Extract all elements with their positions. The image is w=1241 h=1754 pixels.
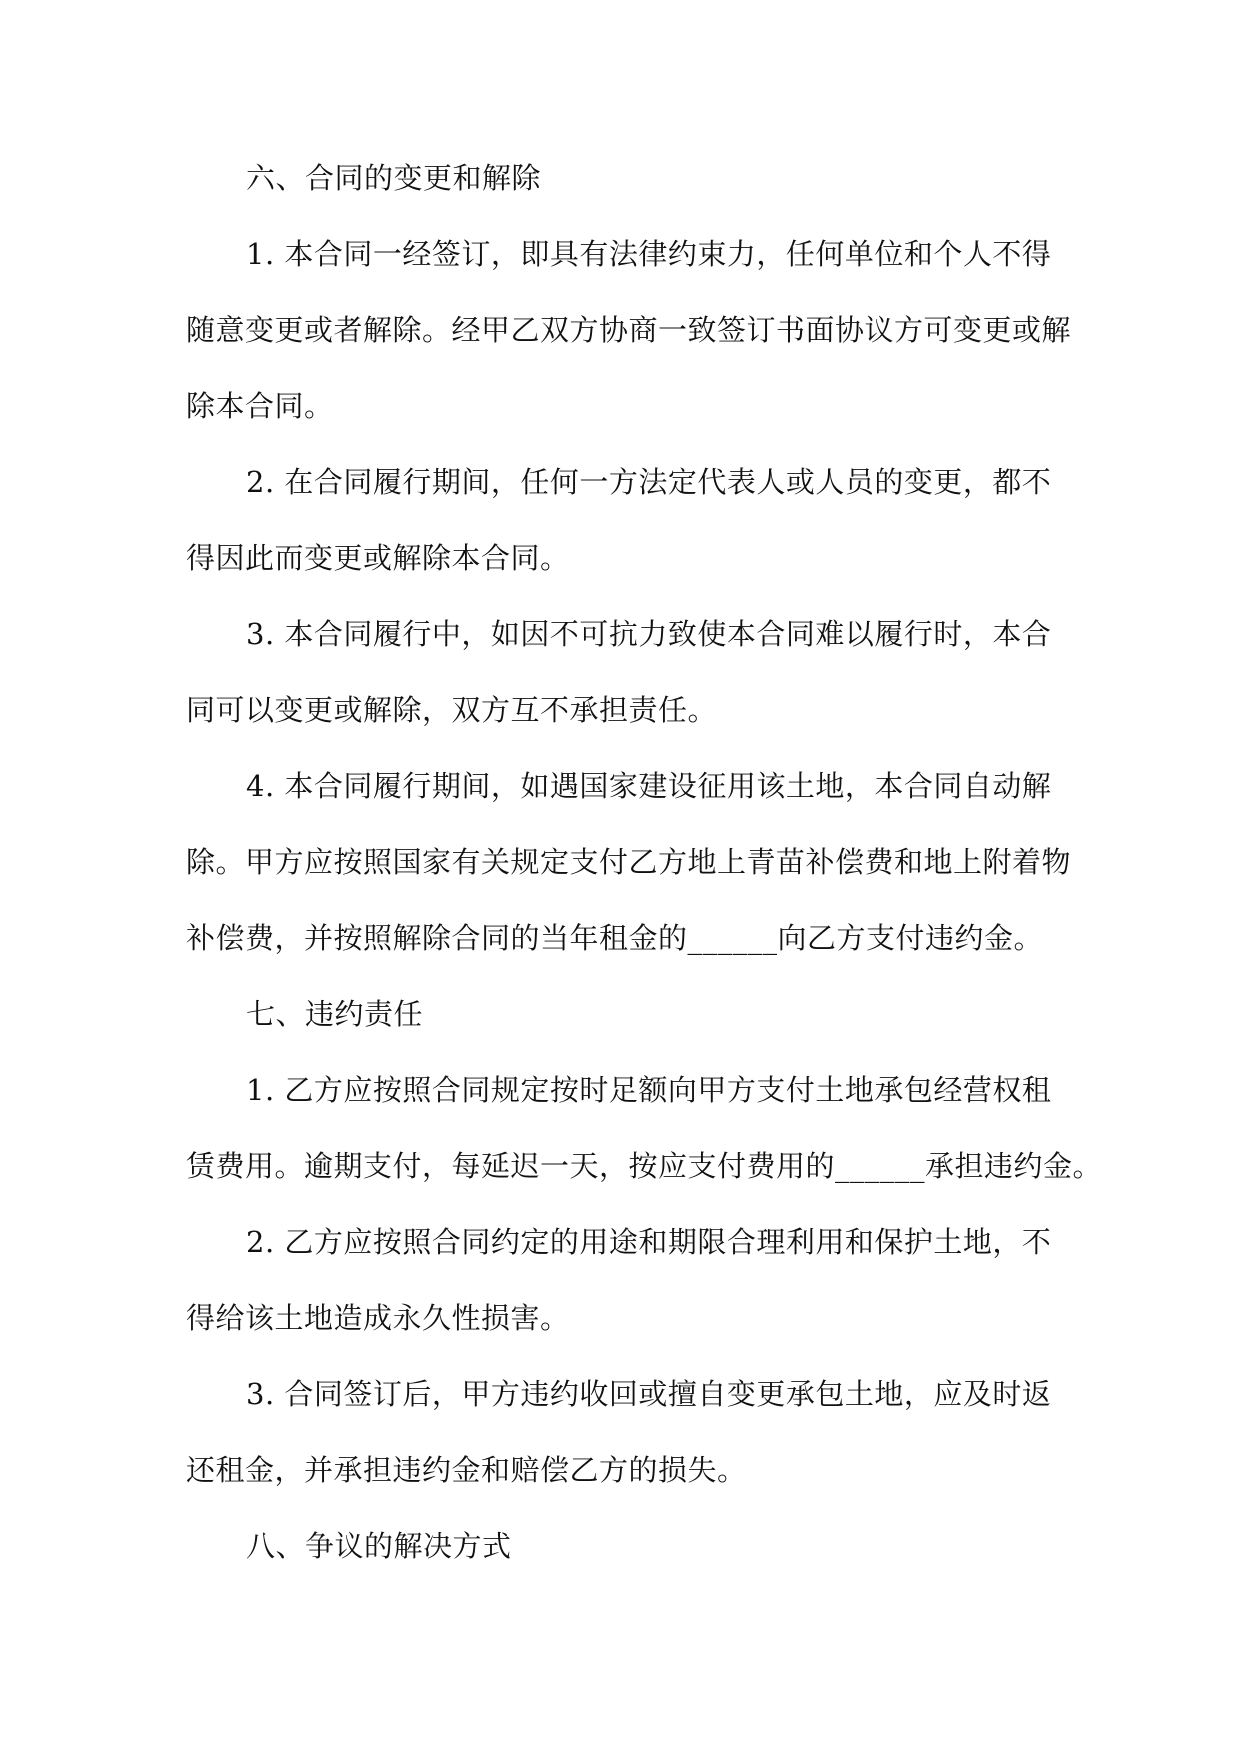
paragraph-line: 1. 乙方应按照合同规定按时足额向甲方支付土地承包经营权租 (246, 1073, 1052, 1107)
paragraph-line: 2. 乙方应按照合同约定的用途和期限合理利用和保护土地，不 (246, 1225, 1052, 1259)
paragraph-line: 同可以变更或解除，双方互不承担责任。 (186, 693, 718, 727)
paragraph-line: 随意变更或者解除。经甲乙双方协商一致签订书面协议方可变更或解 (186, 313, 1072, 347)
section-heading-7: 七、违约责任 (246, 997, 424, 1031)
paragraph-line: 3. 本合同履行中，如因不可抗力致使本合同难以履行时，本合 (246, 617, 1052, 651)
paragraph-line: 得因此而变更或解除本合同。 (186, 541, 570, 575)
paragraph-line: 除本合同。 (186, 389, 334, 423)
paragraph-line: 3. 合同签订后，甲方违约收回或擅自变更承包土地，应及时返 (246, 1377, 1052, 1411)
document-body (186, 140, 1103, 1584)
paragraph-line: 得给该土地造成永久性损害。 (186, 1301, 570, 1335)
paragraph-line: 赁费用。逾期支付，每延迟一天，按应支付费用的______承担违约金。 (186, 1149, 1103, 1183)
paragraph-line: 4. 本合同履行期间，如遇国家建设征用该土地，本合同自动解 (246, 769, 1052, 803)
paragraph-line: 除。甲方应按照国家有关规定支付乙方地上青苗补偿费和地上附着物 (186, 845, 1072, 879)
paragraph-line: 2. 在合同履行期间，任何一方法定代表人或人员的变更，都不 (246, 465, 1052, 499)
paragraph-line: 补偿费，并按照解除合同的当年租金的______向乙方支付违约金。 (186, 921, 1044, 955)
paragraph-line: 还租金，并承担违约金和赔偿乙方的损失。 (186, 1453, 747, 1487)
paragraph-line: 1. 本合同一经签订，即具有法律约束力，任何单位和个人不得 (246, 237, 1052, 271)
section-heading-6: 六、合同的变更和解除 (246, 161, 542, 195)
section-heading-8: 八、争议的解决方式 (246, 1529, 512, 1563)
